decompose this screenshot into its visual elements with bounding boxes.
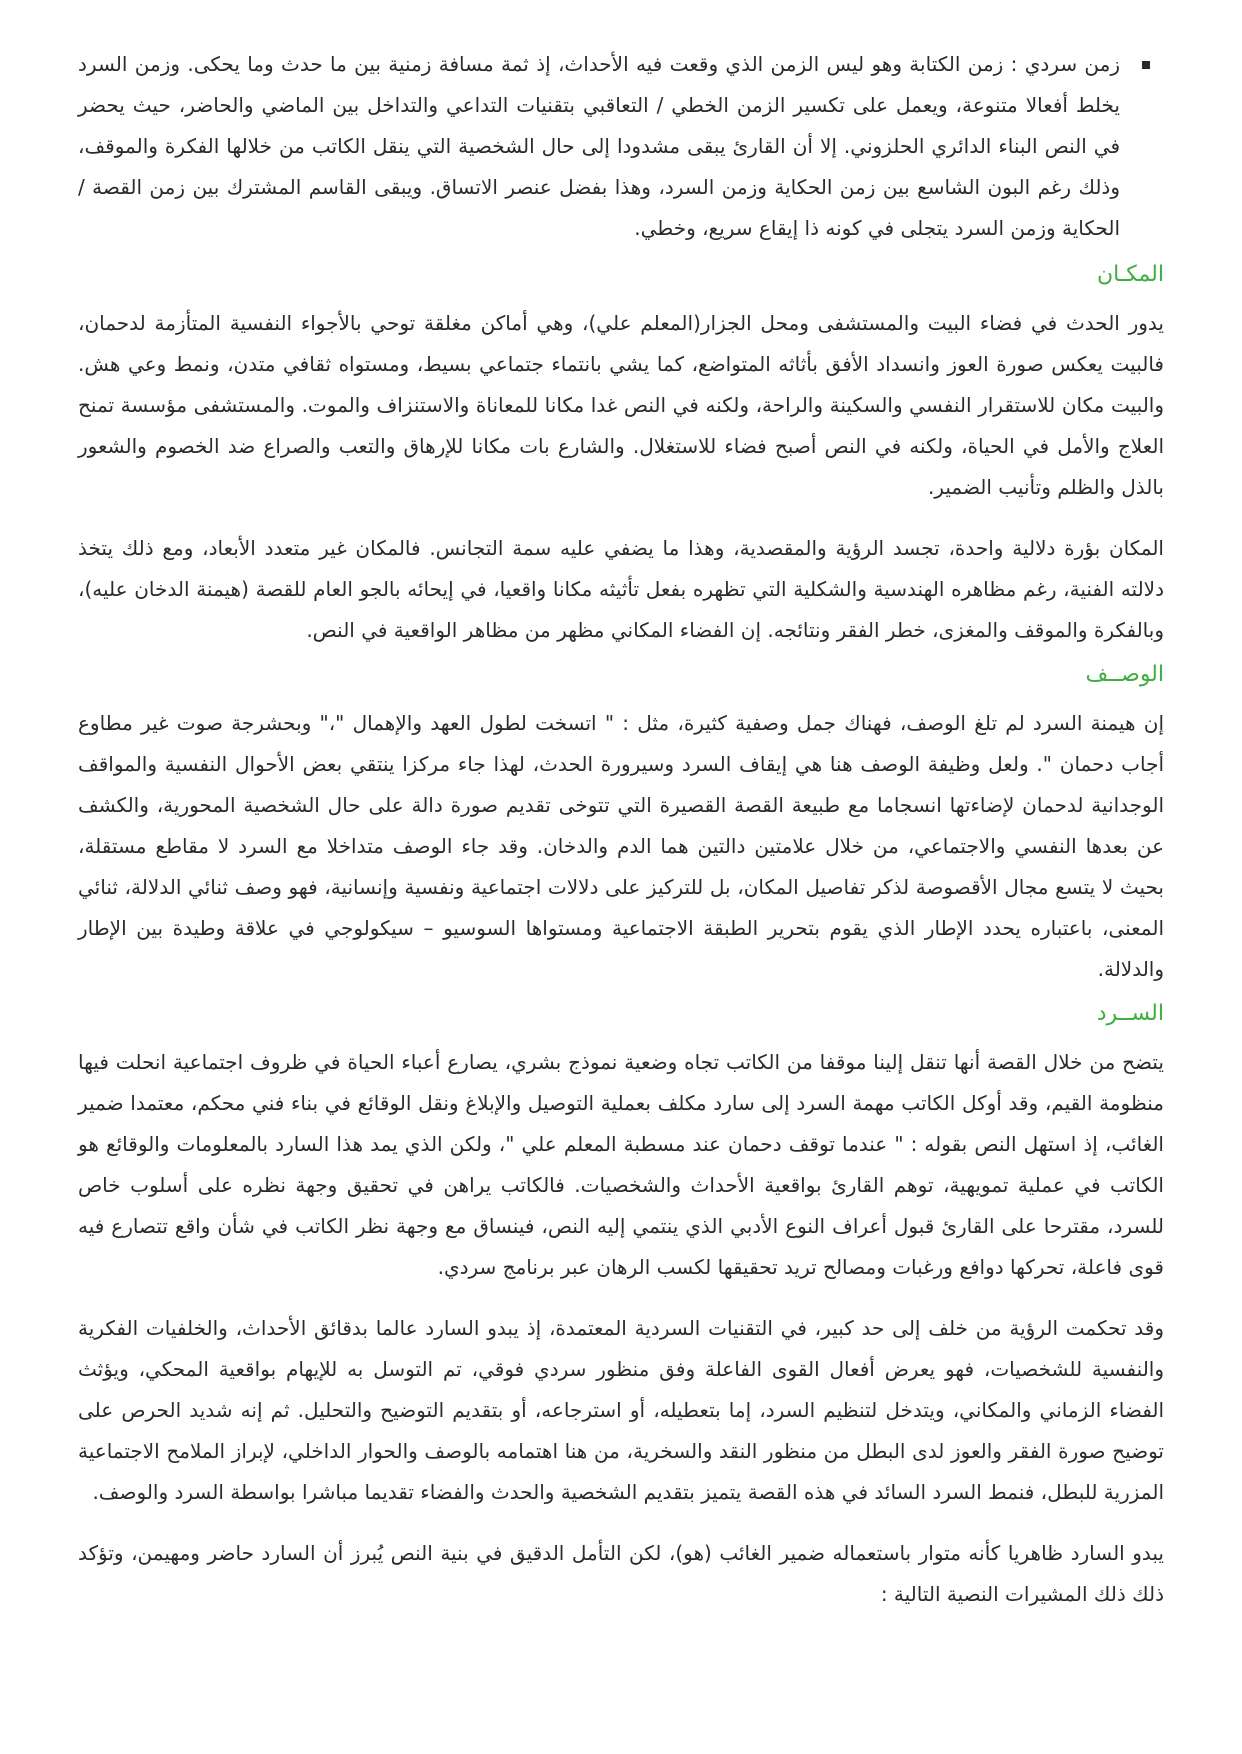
paragraph-narration-3: يبدو السارد ظاهريا كأنه متوار باستعماله ضمير الغائب (هو)، لكن التأمل الدقيق في بنية النص يُبرز أن السارد حاضر ومهيمن، وتؤكد ذلك ذلك المشيرات النصية التالية : bbox=[78, 1541, 1164, 1606]
document-page bbox=[78, 44, 1164, 1635]
paragraph-narration-1: يتضح من خلال القصة أنها تنقل إلينا موقفا من الكاتب تجاه وضعية نموذج بشري، يصارع أعباء الحياة في ظروف اجتماعية انحلت فيها منظومة القيم، وقد أوكل الكاتب مهمة السرد إلى سارد مكلف بعملية التوصيل والإبلاغ ونقل الوقائع في بناء فني محكم، معتمدا ضمير الغائب، إذ استهل النص بقوله : " عندما توقف دحمان عند مسطبة المعلم علي "، ولكن الذي يمد هذا السارد بالمعلومات والوقائع هو الكاتب في عملية تمويهية، توهم القارئ بواقعية الأحداث والشخصيات. فالكاتب يراهن في تحقيق وجهة نظره على أسلوب خاص للسرد، مقترحا على القارئ قبول أعراف النوع الأدبي الذي ينتمي إليه النص، فينساق مع وجهة نظر الكاتب في شأن واقع تتصارع فيه قوى فاعلة، تحركها دوافع ورغبات ومصالح تريد تحقيقها لكسب الرهان عبر برنامج سردي. bbox=[78, 1050, 1164, 1279]
square-bullet-icon bbox=[1142, 61, 1150, 69]
paragraph-narration-2: وقد تحكمت الرؤية من خلف إلى حد كبير، في التقنيات السردية المعتمدة، إذ يبدو السارد عالما بدقائق الأحداث، والخلفيات الفكرية والنفسية للشخصيات، فهو يعرض أفعال القوى الفاعلة وفق منظور سردي فوقي، تم التوسل به للإيهام بواقعية المحكي، ويؤثث الفضاء الزماني والمكاني، ويتدخل لتنظيم السرد، إما بتعطيله، أو استرجاعه، أو بتقديم التوضيح والتحليل. ثم إنه شديد الحرص على توضيح صورة الفقر والعوز لدى البطل من منظور النقد والسخرية، من هنا اهتمامه بالوصف والحوار الداخلي، لإبراز الملامح الاجتماعية المزرية للبطل، فنمط السرد السائد في هذه القصة يتميز بتقديم الشخصية والحدث والفضاء تقديما مباشرا بواسطة السرد والوصف. bbox=[78, 1316, 1164, 1504]
bullet-item-narrative-time bbox=[78, 44, 1164, 249]
section-heading-description: الوصــف bbox=[1085, 662, 1164, 687]
section-heading-narration: الســرد bbox=[1096, 1001, 1164, 1026]
section-heading-place: المكـان bbox=[1097, 262, 1164, 287]
paragraph-description-1: إن هيمنة السرد لم تلغ الوصف، فهناك جمل وصفية كثيرة، مثل : " اتسخت لطول العهد والإهمال "،" وبحشرجة صوت غير مطاوع أجاب دحمان ". ولعل وظيفة الوصف هنا هي إيقاف السرد وسيرورة الحدث، لهذا جاء مركزا ينتقي بعض الأحوال النفسية والمواقف الوجدانية لدحمان لإضاءتها انسجاما مع طبيعة القصة القصيرة التي تتوخى تقديم صورة دالة على حال الشخصية المحورية، والكشف عن بعدها النفسي والاجتماعي، من خلال علامتين دالتين هما الدم والدخان. وقد جاء الوصف متداخلا مع السرد لا مقاطع مستقلة، بحيث لا يتسع مجال الأقصوصة لذكر تفاصيل المكان، بل للتركيز على دلالات اجتماعية ونفسية وإنسانية، فهو وصف ثنائي الدلالة، ثنائي المعنى، باعتباره يحدد الإطار الذي يقوم بتحرير الطبقة الاجتماعية ومستواها السوسيو – سيكولوجي في علاقة وطيدة بين الإطار والدلالة. bbox=[78, 711, 1164, 981]
bullet-text: زمن سردي : زمن الكتابة وهو ليس الزمن الذي وقعت فيه الأحداث، إذ ثمة مسافة زمنية بين ما حدث وما يحكى. وزمن السرد يخلط أفعالا متنوعة، ويعمل على تكسير الزمن الخطي / التعاقبي بتقنيات التداعي والتداخل بين الماضي والحاضر، حيث يحضر في النص البناء الدائري الحلزوني. إلا أن القارئ يبقى مشدودا إلى حال الشخصية التي ينقل الكاتب من خلالها الفكرة والموقف، وذلك رغم البون الشاسع بين زمن الحكاية وزمن السرد، وهذا بفضل عنصر الاتساق. ويبقى القاسم المشترك بين زمن القصة / الحكاية وزمن السرد يتجلى في كونه ذا إيقاع سريع، وخطي. bbox=[78, 52, 1120, 240]
paragraph-place-2: المكان بؤرة دلالية واحدة، تجسد الرؤية والمقصدية، وهذا ما يضفي عليه سمة التجانس. فالمكان غير متعدد الأبعاد، ومع ذلك يتخذ دلالته الفنية، رغم مظاهره الهندسية والشكلية التي تظهره بفعل تأثيثه مكانا واقعيا، في إيحائه بالجو العام للقصة (هيمنة الدخان عليه)، وبالفكرة والموقف والمغزى، خطر الفقر ونتائجه. إن الفضاء المكاني مظهر من مظاهر الواقعية في النص. bbox=[78, 536, 1164, 642]
paragraph-place-1: يدور الحدث في فضاء البيت والمستشفى ومحل الجزار(المعلم علي)، وهي أماكن مغلقة توحي بالأجواء النفسية المتأزمة لدحمان، فالبيت يعكس صورة العوز وانسداد الأفق بأثاثه المتواضع، كما يشي بانتماء جتماعي بسيط، ومستواه ثقافي متدن، ونمط وعي هش. والبيت مكان للاستقرار النفسي والسكينة والراحة، ولكنه في النص غدا مكانا للمعاناة والاستنزاف والموت. والمستشفى مؤسسة تمنح العلاج والأمل في الحياة، ولكنه في النص أصبح فضاء للاستغلال. والشارع بات مكانا للإرهاق والتعب والصراع ضد الخصوم والشعور بالذل والظلم وتأنيب الضمير. bbox=[78, 311, 1164, 499]
